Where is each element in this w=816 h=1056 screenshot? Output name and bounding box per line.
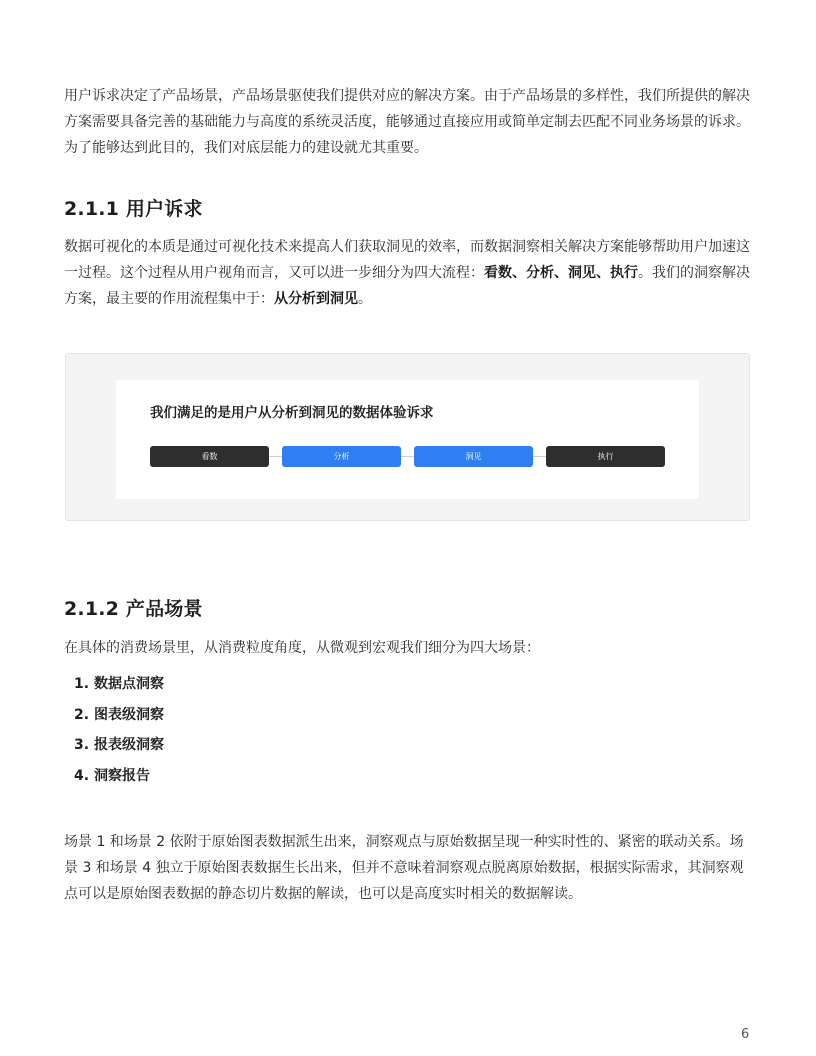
- user-demands-paragraph: [64, 234, 752, 312]
- figure-title: 我们满足的是用户从分析到洞见的数据体验诉求: [150, 405, 434, 421]
- scenes-list: [74, 669, 164, 791]
- flow-connector: [401, 456, 415, 457]
- list-item: [74, 730, 164, 761]
- bold-four-processes: 看数、分析、洞见、执行: [484, 265, 638, 281]
- paragraph-text: 。: [358, 291, 372, 307]
- step-view-data: 看数: [150, 446, 269, 467]
- paragraph-text: 数据可视化的本质是通过可视化技术来提高人们获取洞见的效率，而数据洞察相关解决方案能够帮助用户加速这一过程。这个过程从用户视角而言，又可以进一步细分为四大流程：: [64, 239, 750, 281]
- process-flow: [150, 446, 665, 467]
- flow-connector: [269, 456, 283, 457]
- list-number: 3.: [74, 737, 90, 753]
- process-card: [116, 380, 699, 499]
- step-analysis: 分析: [282, 446, 401, 467]
- bold-analysis-to-insight: 从分析到洞见: [274, 291, 358, 307]
- list-text: 报表级洞察: [94, 737, 164, 753]
- section-heading-product-scenes: 2.1.2 产品场景: [64, 598, 203, 620]
- flow-connector: [533, 456, 547, 457]
- section-heading-user-demands: 2.1.1 用户诉求: [64, 198, 203, 220]
- step-insight: 洞见: [414, 446, 533, 467]
- process-figure: [65, 353, 750, 521]
- list-text: 数据点洞察: [94, 676, 164, 692]
- list-text: 图表级洞察: [94, 706, 164, 723]
- list-item: [74, 669, 164, 700]
- list-number: 1.: [74, 676, 90, 692]
- list-number: 2.: [74, 706, 90, 723]
- paragraph-text: 。我们的洞察解决方案，最主要的作用流程集中于：: [64, 265, 750, 307]
- list-item: [74, 700, 164, 731]
- page-number: 6: [741, 1027, 750, 1042]
- list-number: 4.: [74, 767, 90, 784]
- intro-paragraph: 用户诉求决定了产品场景，产品场景驱使我们提供对应的解决方案。由于产品场景的多样性，我们所提供的解决方案需要具备完善的基础能力与高度的系统灵活度，能够通过直接应用或简单定制去匹配不同业务场景的诉求。为了能够达到此目的，我们对底层能力的建设就尤其重要。: [64, 88, 750, 156]
- scenes-explanation-paragraph: 场景 1 和场景 2 依附于原始图表数据派生出来，洞察观点与原始数据呈现一种实时性的、紧密的联动关系。场景 3 和场景 4 独立于原始图表数据生长出来，但并不意味着洞察观点脱离原始数据，根据实际需求，其洞察观点可以是原始图表数据的静态切片数据的解读，也可以是高度实时相关的数据解读。: [64, 834, 744, 902]
- list-item: [74, 761, 164, 792]
- product-scenes-lead: 在具体的消费场景里，从消费粒度角度，从微观到宏观我们细分为四大场景：: [64, 640, 540, 656]
- step-execute: 执行: [546, 446, 665, 467]
- list-text: 洞察报告: [94, 767, 150, 784]
